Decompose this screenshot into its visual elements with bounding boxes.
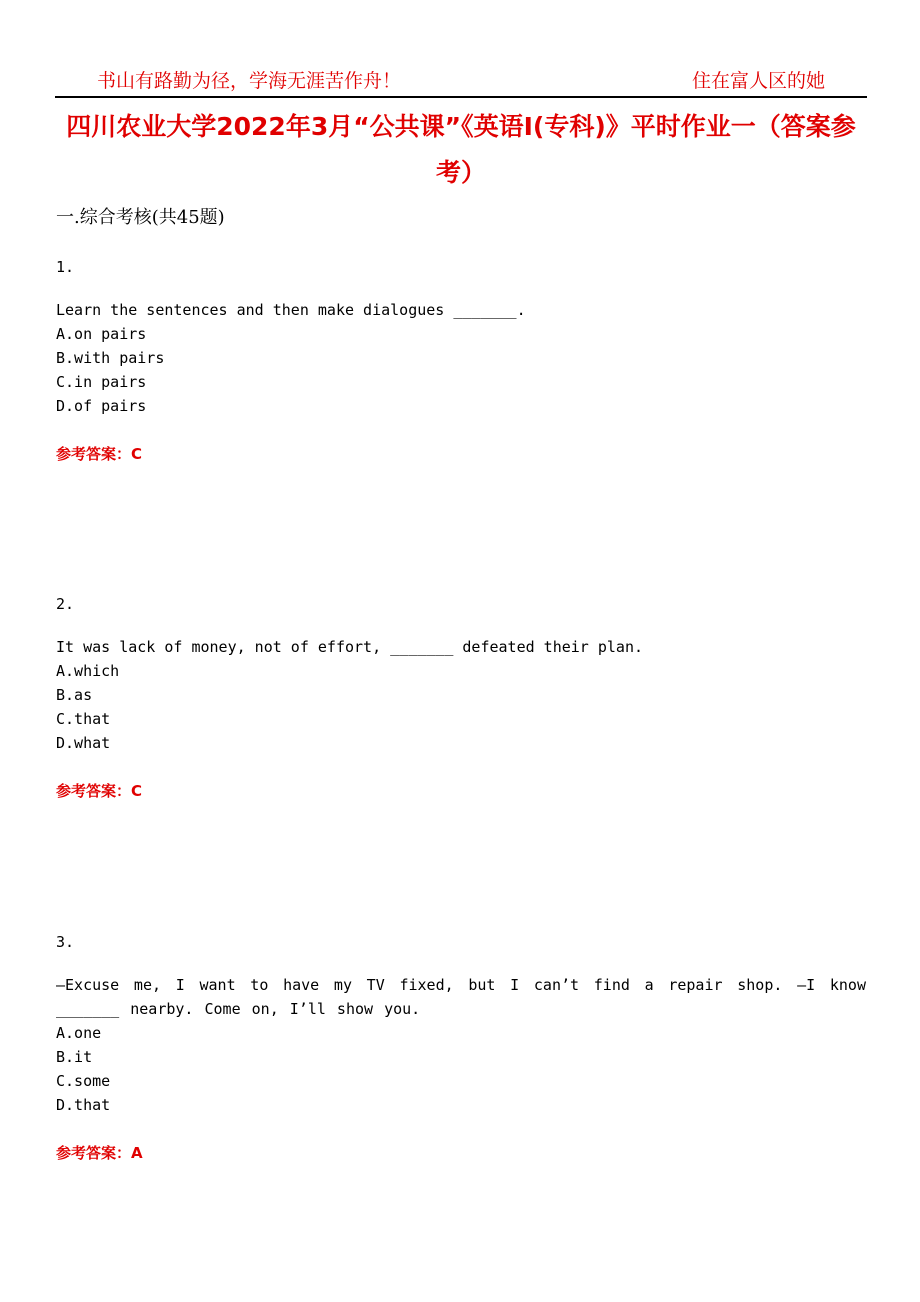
question-number: 1. <box>56 258 75 276</box>
document-title: 四川农业大学2022年3月“公共课”《英语Ⅰ(专科)》平时作业一（答案参考） <box>66 112 856 187</box>
question-number: 2. <box>56 595 75 613</box>
header-motto-left: 书山有路勤为径，学海无涯苦作舟！ <box>97 70 402 92</box>
option-c: C.in pairs <box>56 373 147 391</box>
question-text: —Excuse me, I want to have my TV fixed, but I can’t find a repair shop. —I know _______ nearby. Come on, I’ll show you. <box>56 976 878 1018</box>
header-motto-right: 住在富人区的她 <box>691 70 825 92</box>
reference-answer: 参考答案：C <box>56 445 143 463</box>
option-c: C.some <box>56 1072 111 1090</box>
option-d: D.of pairs <box>56 397 147 415</box>
page-header <box>55 62 867 98</box>
option-d: D.that <box>56 1096 111 1114</box>
option-a: A.which <box>56 662 120 680</box>
reference-answer: 参考答案：A <box>56 1144 143 1162</box>
option-b: B.with pairs <box>56 349 165 367</box>
section-heading: 一.综合考核(共45题) <box>56 207 225 228</box>
reference-answer: 参考答案：C <box>56 782 143 800</box>
option-d: D.what <box>56 734 111 752</box>
question-text: Learn the sentences and then make dialogues _______. <box>56 301 526 319</box>
question-text: It was lack of money, not of effort, _______ defeated their plan. <box>56 638 643 656</box>
option-b: B.it <box>56 1048 93 1066</box>
question-number: 3. <box>56 933 75 951</box>
option-a: A.on pairs <box>56 325 147 343</box>
option-c: C.that <box>56 710 111 728</box>
question-3 <box>56 931 878 1165</box>
question-1 <box>56 256 866 466</box>
option-a: A.one <box>56 1024 102 1042</box>
question-2 <box>56 593 866 803</box>
option-b: B.as <box>56 686 93 704</box>
